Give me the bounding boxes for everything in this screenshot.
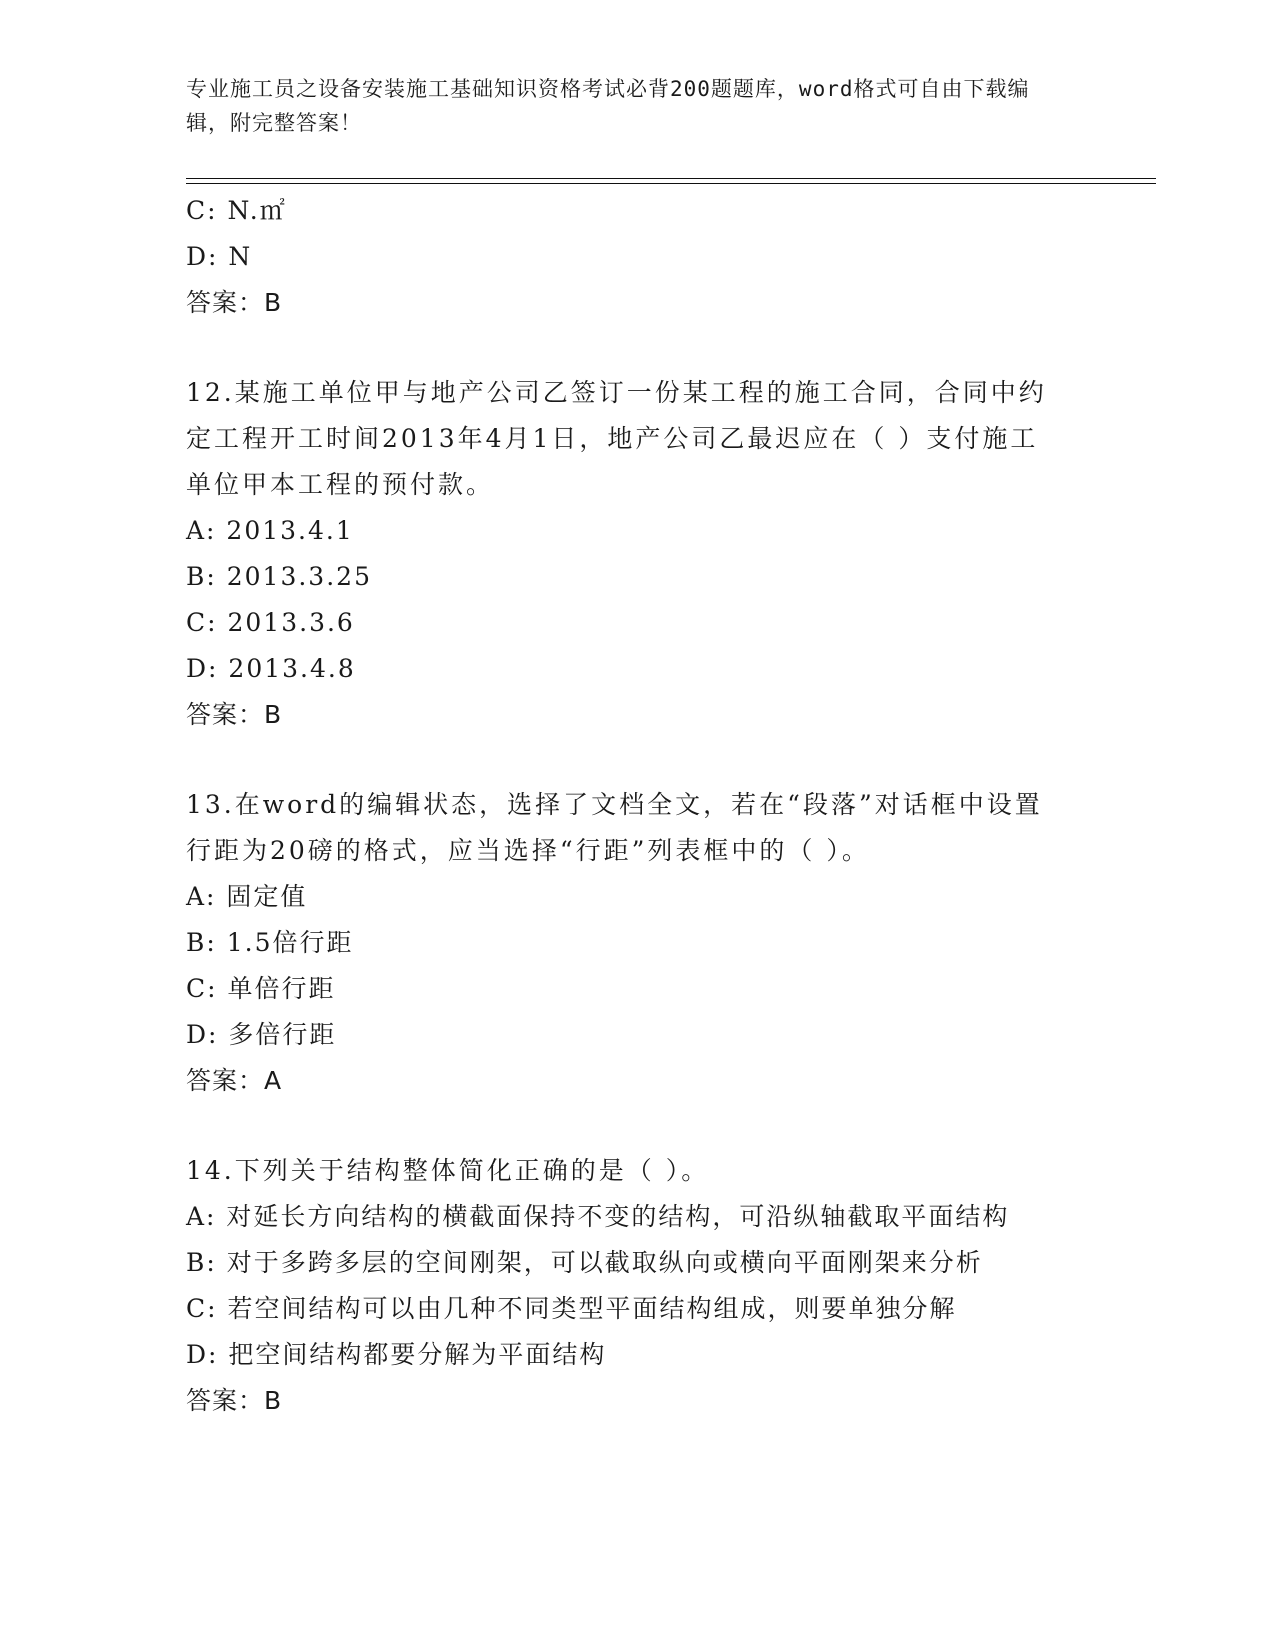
option-c: C: N.㎡: [186, 196, 287, 225]
answer-line: 答案：A: [186, 1066, 283, 1095]
option-c: C: 单倍行距: [186, 974, 336, 1003]
header-divider-top: [186, 178, 1156, 179]
question-11-tail: [186, 188, 1086, 326]
question-stem: 12.某施工单位甲与地产公司乙签订一份某工程的施工合同，合同中约定工程开工时间2013年4月1日，地产公司乙最迟应在（ ）支付施工单位甲本工程的预付款。: [186, 378, 1047, 499]
option-b: B: 2013.3.25: [186, 562, 372, 591]
question-13: [186, 782, 1086, 1104]
header-divider-bottom: [186, 183, 1156, 184]
option-c: C: 若空间结构可以由几种不同类型平面结构组成，则要单独分解: [186, 1294, 957, 1323]
question-stem: 13.在word的编辑状态，选择了文档全文，若在“段落”对话框中设置行距为20磅的格式，应当选择“行距”列表框中的（ ）。: [186, 790, 1043, 865]
document-header: 专业施工员之设备安装施工基础知识资格考试必背200题题库，word格式可自由下载编辑，附完整答案！: [186, 77, 1030, 135]
option-a: A: 2013.4.1: [186, 516, 354, 545]
spacer: [186, 738, 1086, 782]
option-a: A: 固定值: [186, 882, 308, 911]
option-d: D: N: [186, 242, 253, 271]
document-body: [186, 188, 1086, 1424]
option-b: B: 1.5倍行距: [186, 928, 354, 957]
answer-line: 答案：B: [186, 288, 283, 317]
option-a: A: 对延长方向结构的横截面保持不变的结构，可沿纵轴截取平面结构: [186, 1202, 1010, 1231]
question-14: [186, 1148, 1086, 1424]
question-stem: 14.下列关于结构整体简化正确的是（ ）。: [186, 1156, 710, 1185]
option-b: B: 对于多跨多层的空间刚架，可以截取纵向或横向平面刚架来分析: [186, 1248, 983, 1277]
option-d: D: 2013.4.8: [186, 654, 356, 683]
spacer: [186, 1104, 1086, 1148]
spacer: [186, 326, 1086, 370]
option-c: C: 2013.3.6: [186, 608, 355, 637]
answer-line: 答案：B: [186, 700, 283, 729]
option-d: D: 多倍行距: [186, 1020, 337, 1049]
option-d: D: 把空间结构都要分解为平面结构: [186, 1340, 607, 1369]
answer-line: 答案：B: [186, 1386, 283, 1415]
question-12: [186, 370, 1086, 738]
